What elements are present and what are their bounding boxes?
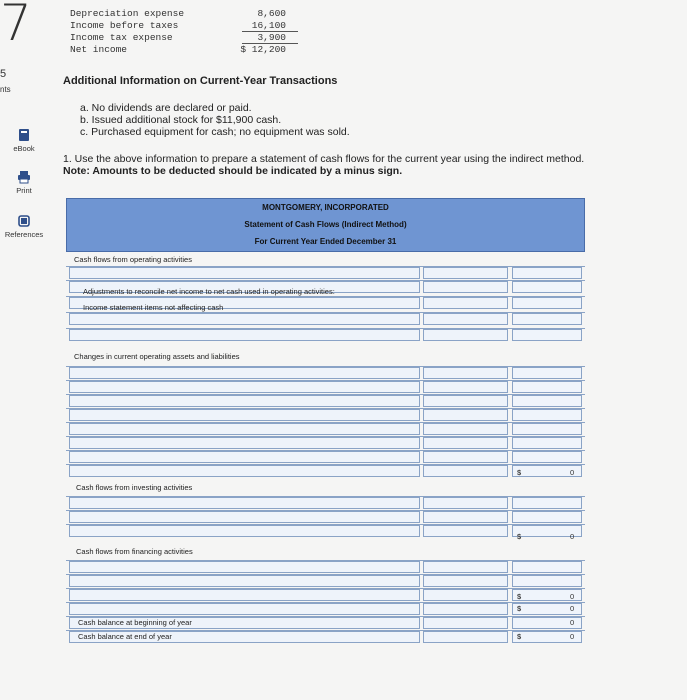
sidebar-item-label: Print xyxy=(16,186,32,195)
currency-symbol: $ xyxy=(517,532,522,541)
investing-activities-label: Cash flows from investing activities xyxy=(76,483,193,492)
row-amount-input[interactable] xyxy=(423,329,508,341)
sidebar-item-print[interactable] xyxy=(0,170,48,195)
additional-info-list xyxy=(80,102,350,138)
row-total-cell xyxy=(512,267,582,279)
income-row xyxy=(70,32,300,44)
sidebar-item-label: eBook xyxy=(13,144,35,153)
row-total-cell xyxy=(512,437,582,449)
row-total-cell xyxy=(512,423,582,435)
row-amount-input[interactable] xyxy=(423,511,508,523)
income-statement-excerpt xyxy=(70,8,300,56)
row-total-cell xyxy=(512,395,582,407)
row-total-cell xyxy=(512,313,582,325)
cash-beginning-label: Cash balance at beginning of year xyxy=(78,618,192,627)
row-amount-input[interactable] xyxy=(423,367,508,379)
row-amount-input[interactable] xyxy=(423,603,508,615)
noncash-items-label: Income statement items not affecting cash xyxy=(83,303,224,312)
row-label-input[interactable] xyxy=(69,561,420,573)
row-total-cell xyxy=(512,281,582,293)
question-number: 7 xyxy=(0,0,32,52)
operating-total: 0 xyxy=(570,468,575,477)
company-name: MONTGOMERY, INCORPORATED xyxy=(262,203,389,212)
statement-title: Statement of Cash Flows (Indirect Method) xyxy=(244,220,407,229)
row-label-input[interactable] xyxy=(69,381,420,393)
row-total-cell xyxy=(512,381,582,393)
row-total-cell xyxy=(512,511,582,523)
income-row xyxy=(70,20,300,32)
sidebar-item-references[interactable] xyxy=(0,214,48,239)
sidebar-item-label: References xyxy=(4,230,44,239)
row-amount-input[interactable] xyxy=(423,267,508,279)
row-label-input[interactable] xyxy=(69,525,420,537)
question-prompt xyxy=(63,153,663,177)
additional-info-heading: Additional Information on Current-Year Transactions xyxy=(63,75,338,87)
income-row-value: 8,600 xyxy=(257,8,286,19)
row-amount-input[interactable] xyxy=(423,451,508,463)
row-amount-input[interactable] xyxy=(423,525,508,537)
currency-symbol: $ xyxy=(517,604,522,613)
list-item: a. No dividends are declared or paid. xyxy=(80,102,252,114)
row-label-input[interactable] xyxy=(69,603,420,615)
book-icon xyxy=(18,128,30,142)
row-amount-input[interactable] xyxy=(423,281,508,293)
income-row-label: Depreciation expense xyxy=(70,8,185,19)
cash-ending-label: Cash balance at end of year xyxy=(78,632,172,641)
investing-total: 0 xyxy=(570,532,575,541)
row-amount-input[interactable] xyxy=(423,423,508,435)
row-total-cell xyxy=(512,367,582,379)
row-label-input[interactable] xyxy=(69,497,420,509)
row-amount-input[interactable] xyxy=(423,381,508,393)
row-label-input[interactable] xyxy=(69,589,420,601)
financing-total: 0 xyxy=(570,592,575,601)
row-amount-input[interactable] xyxy=(423,589,508,601)
row-total-cell xyxy=(512,297,582,309)
statement-period: For Current Year Ended December 31 xyxy=(254,237,397,246)
references-icon xyxy=(17,214,31,228)
row-total-cell xyxy=(512,329,582,341)
income-row-label: Net income xyxy=(70,44,128,55)
operating-activities-label: Cash flows from operating activities xyxy=(74,255,192,264)
points-number: 5 xyxy=(0,68,7,80)
currency-symbol: $ xyxy=(517,592,522,601)
row-label-input[interactable] xyxy=(69,451,420,463)
row-amount-input[interactable] xyxy=(423,631,508,643)
row-amount-input[interactable] xyxy=(423,437,508,449)
row-label-input[interactable] xyxy=(69,423,420,435)
beginning-balance-total: 0 xyxy=(570,618,575,627)
row-label-input[interactable] xyxy=(69,437,420,449)
row-amount-input[interactable] xyxy=(423,561,508,573)
row-label-input[interactable] xyxy=(69,465,420,477)
row-amount-input[interactable] xyxy=(423,465,508,477)
row-label-input[interactable] xyxy=(69,367,420,379)
row-label-input[interactable] xyxy=(69,409,420,421)
income-row-value: 16,100 xyxy=(251,20,286,31)
points-label: nts xyxy=(0,85,11,94)
income-row-value: $ 12,200 xyxy=(240,44,286,55)
row-amount-input[interactable] xyxy=(423,395,508,407)
row-amount-input[interactable] xyxy=(423,617,508,629)
row-amount-input[interactable] xyxy=(423,575,508,587)
row-total-cell xyxy=(512,451,582,463)
income-row xyxy=(70,44,300,56)
income-row-value: 3,900 xyxy=(257,32,286,43)
operating-changes-label: Changes in current operating assets and liabilities xyxy=(74,352,240,361)
currency-symbol: $ xyxy=(517,468,522,477)
income-row-label: Income before taxes xyxy=(70,20,179,31)
row-total-cell xyxy=(512,575,582,587)
row-amount-input[interactable] xyxy=(423,313,508,325)
cash-flow-statement xyxy=(66,198,585,658)
income-row xyxy=(70,8,300,20)
currency-symbol: $ xyxy=(517,632,522,641)
income-row-label: Income tax expense xyxy=(70,32,173,43)
printer-icon xyxy=(17,170,31,184)
row-label-input[interactable] xyxy=(69,267,420,279)
row-amount-input[interactable] xyxy=(423,297,508,309)
row-total-cell xyxy=(512,497,582,509)
row-label-input[interactable] xyxy=(69,395,420,407)
row-label-input[interactable] xyxy=(69,329,420,341)
adjustments-label: Adjustments to reconcile net income to net cash used in operating activities: xyxy=(83,287,335,296)
row-label-input[interactable] xyxy=(69,511,420,523)
question-text: 1. Use the above information to prepare a statement of cash flows for the current year using the indirect method. xyxy=(63,153,585,165)
row-amount-input[interactable] xyxy=(423,409,508,421)
net-change-total: 0 xyxy=(570,604,575,613)
row-label-input[interactable] xyxy=(69,313,420,325)
list-item: b. Issued additional stock for $11,900 cash. xyxy=(80,114,282,126)
sidebar-item-ebook[interactable] xyxy=(0,128,48,153)
row-label-input[interactable] xyxy=(69,575,420,587)
row-total-cell xyxy=(512,561,582,573)
financing-activities-label: Cash flows from financing activities xyxy=(76,547,193,556)
question-note: Note: Amounts to be deducted should be indicated by a minus sign. xyxy=(63,165,403,177)
row-amount-input[interactable] xyxy=(423,497,508,509)
ending-balance-total: 0 xyxy=(570,632,575,641)
row-total-cell xyxy=(512,409,582,421)
list-item: c. Purchased equipment for cash; no equipment was sold. xyxy=(80,126,350,138)
